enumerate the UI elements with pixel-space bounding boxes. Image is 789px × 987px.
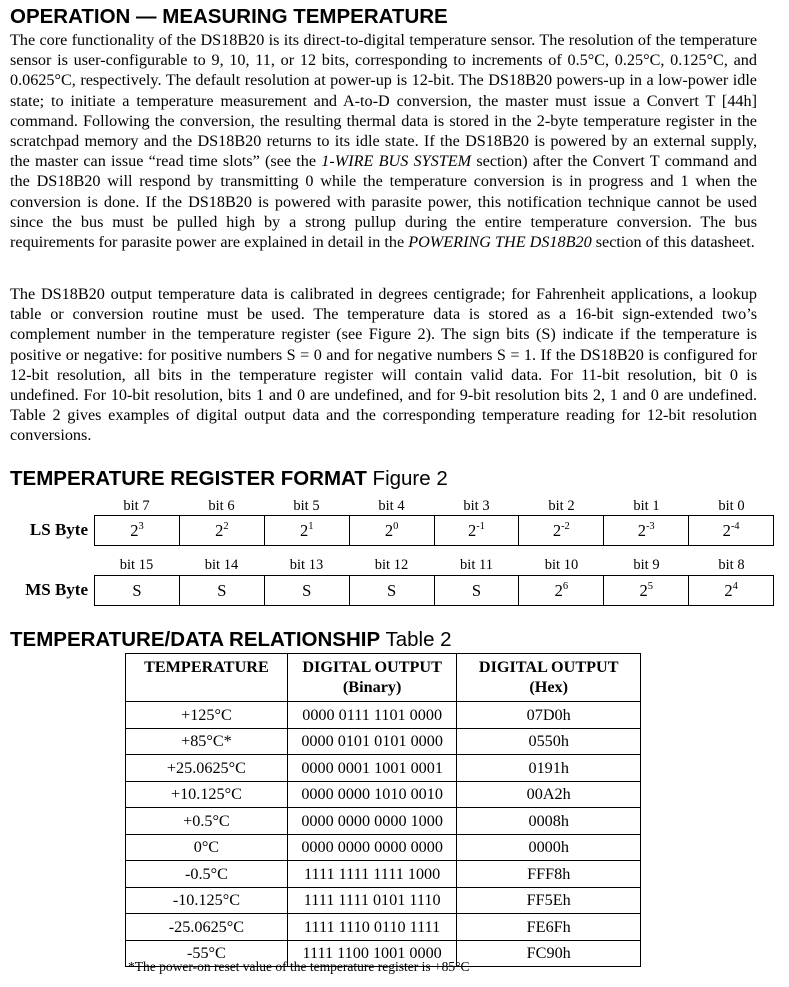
bit-label: bit 4 bbox=[378, 498, 405, 514]
heading-text: OPERATION — MEASURING TEMPERATURE bbox=[10, 5, 448, 28]
cell-hex: 07D0h bbox=[457, 702, 641, 729]
cell-binary: 1111 1111 0101 1110 bbox=[287, 887, 457, 914]
bit-label: bit 10 bbox=[544, 557, 579, 573]
bit-label: bit 12 bbox=[374, 557, 409, 573]
cell-temperature: -10.125°C bbox=[126, 887, 288, 914]
column-header-binary: DIGITAL OUTPUT (Binary) bbox=[287, 654, 457, 702]
bit-label: bit 6 bbox=[208, 498, 235, 514]
cell-temperature: -25.0625°C bbox=[126, 914, 288, 941]
cell-hex: FF5Eh bbox=[457, 887, 641, 914]
figure-number: Figure 2 bbox=[366, 467, 448, 490]
bit-cell: $2^{-4}$ bbox=[688, 516, 773, 545]
cell-hex: 0550h bbox=[457, 728, 641, 755]
bit-label: bit 5 bbox=[293, 498, 320, 514]
table-row bbox=[126, 887, 641, 914]
cell-binary: 0000 0000 0000 1000 bbox=[287, 808, 457, 835]
paragraph-text: The core functionality of the DS18B20 is its direct-to-digital temperature sensor. The resolution of the temperature sensor is user-configurable to 9, 10, 11, or 12 bits, corresponding to increments of 0.5°C, 0.25°C, 0.125°C, and 0.0625°C, respectively. The default resolution at power-up is 12-bit. The DS18B20 powers-up in a low-power idle state; to initiate a temperature measurement and A-to-D conversion, the master must issue a Convert T [44h] command. Following the conversion, the resulting thermal data is stored in the 2-byte temperature register in the scratchpad memory and the DS18B20 returns to its idle state. If the DS18B20 is powered by an external supply, the master can issue “read time slots” (see the bbox=[10, 31, 757, 171]
ms-byte-cells bbox=[94, 575, 774, 606]
cell-hex: FE6Fh bbox=[457, 914, 641, 941]
cell-temperature: +0.5°C bbox=[126, 808, 288, 835]
bit-cell: S bbox=[434, 576, 519, 605]
bit-cell: $2^4$ bbox=[688, 576, 773, 605]
cell-hex: FC90h bbox=[457, 940, 641, 967]
bit-label: bit 0 bbox=[718, 498, 745, 514]
bit-cell: S bbox=[264, 576, 349, 605]
paragraph-text: The DS18B20 output temperature data is calibrated in degrees centigrade; for Fahrenheit applications, a lookup table or conversion routine must be used. The temperature data is stored as a 16-bit sign-extended two’s complement number in the temperature register (see Figure 2). The sign bits (S) indicate if the temperature is positive or negative: for positive numbers S = 0 and for negative numbers S = 1. If the DS18B20 is configured for 12-bit resolution, all bits in the temperature register will contain valid data. For 11-bit resolution, bit 0 is undefined. For 10-bit resolution, bits 1 and 0 are undefined, and for 9-bit resolution bits 2, 1 and 0 are undefined. Table 2 gives examples of digital output data and the corresponding temperature reading for 12-bit resolution conversions. bbox=[10, 285, 757, 445]
cell-temperature: +85°C* bbox=[126, 728, 288, 755]
bit-label: bit 15 bbox=[119, 557, 154, 573]
ls-byte-label: LS Byte bbox=[29, 520, 88, 539]
cell-temperature: +25.0625°C bbox=[126, 755, 288, 782]
bit-label: bit 14 bbox=[204, 557, 239, 573]
bit-cell: S bbox=[132, 581, 142, 600]
bit-cell: $2^{-1}$ bbox=[434, 516, 519, 545]
cell-binary: 0000 0000 0000 0000 bbox=[287, 834, 457, 861]
paragraph-output-data bbox=[10, 284, 757, 446]
ls-byte-cells bbox=[94, 515, 774, 546]
paragraph-text: section) after the Convert T command and the DS18B20 will respond by transmitting 0 while the temperature conversion is in progress and 1 when the conversion is done. If the DS18B20 is powered with parasite power, this notification technique cannot be used since the bus must be pulled high by a strong pullup during the entire temperature conversion. The bus requirements for parasite power are explained in detail in the bbox=[10, 152, 758, 252]
table-row bbox=[126, 808, 641, 835]
table-row bbox=[126, 728, 641, 755]
bit-cell: $2^{-2}$ bbox=[518, 516, 603, 545]
column-header-hex: DIGITAL OUTPUT (Hex) bbox=[457, 654, 641, 702]
cell-binary: 0000 0101 0101 0000 bbox=[287, 728, 457, 755]
cell-temperature: -55°C bbox=[126, 940, 288, 967]
bit-label: bit 11 bbox=[460, 557, 493, 573]
cell-binary: 0000 0001 1001 0001 bbox=[287, 755, 457, 782]
cell-hex: 00A2h bbox=[457, 781, 641, 808]
ms-byte-label: MS Byte bbox=[25, 580, 88, 599]
cell-temperature: 0°C bbox=[126, 834, 288, 861]
section-reference-italic: POWERING THE DS18B20 bbox=[408, 233, 592, 252]
bit-label: bit 13 bbox=[289, 557, 324, 573]
paragraph-text: section of this datasheet. bbox=[591, 233, 755, 252]
cell-hex: 0000h bbox=[457, 834, 641, 861]
table-row bbox=[126, 702, 641, 729]
bit-cell: $2^5$ bbox=[603, 576, 688, 605]
table2-heading bbox=[10, 628, 452, 652]
table-row bbox=[126, 781, 641, 808]
bit-cell: $2^1$ bbox=[264, 516, 349, 545]
bit-label: bit 7 bbox=[123, 498, 150, 514]
section-heading-operation bbox=[10, 5, 448, 29]
temperature-data-table bbox=[125, 653, 641, 967]
cell-temperature: +125°C bbox=[126, 702, 288, 729]
bit-cell: S bbox=[179, 576, 264, 605]
bit-cell: $2^0$ bbox=[349, 516, 434, 545]
bit-label: bit 2 bbox=[548, 498, 575, 514]
cell-binary: 1111 1111 1111 1000 bbox=[287, 861, 457, 888]
ls-byte-bit-labels bbox=[94, 498, 774, 514]
cell-temperature: -0.5°C bbox=[126, 861, 288, 888]
cell-binary: 1111 1100 1001 0000 bbox=[287, 940, 457, 967]
table-row bbox=[126, 914, 641, 941]
table-number: Table 2 bbox=[380, 628, 452, 651]
bit-cell: $2^2$ bbox=[179, 516, 264, 545]
bit-label: bit 8 bbox=[718, 557, 745, 573]
table-title: TEMPERATURE/DATA RELATIONSHIP bbox=[10, 628, 381, 651]
paragraph-operation bbox=[10, 30, 757, 252]
cell-binary: 1111 1110 0110 1111 bbox=[287, 914, 457, 941]
cell-hex: FFF8h bbox=[457, 861, 641, 888]
table-header-row bbox=[126, 654, 641, 702]
section-reference-italic: 1-WIRE BUS SYSTEM bbox=[321, 152, 472, 171]
column-header-temperature: TEMPERATURE bbox=[126, 654, 288, 702]
bit-label: bit 9 bbox=[633, 557, 660, 573]
bit-label: bit 3 bbox=[463, 498, 490, 514]
bit-cell: $2^6$ bbox=[518, 576, 603, 605]
bit-cell: S bbox=[349, 576, 434, 605]
cell-hex: 0191h bbox=[457, 755, 641, 782]
cell-binary: 0000 0111 1101 0000 bbox=[287, 702, 457, 729]
figure-title: TEMPERATURE REGISTER FORMAT bbox=[10, 467, 367, 490]
table-row bbox=[126, 834, 641, 861]
table-row bbox=[126, 755, 641, 782]
ms-byte-bit-labels bbox=[94, 557, 774, 573]
bit-label: bit 1 bbox=[633, 498, 660, 514]
cell-temperature: +10.125°C bbox=[126, 781, 288, 808]
figure2-heading bbox=[10, 467, 448, 491]
bit-cell: $2^3$ bbox=[130, 521, 144, 540]
table-footnote: *The power-on reset value of the temperature register is +85°C bbox=[128, 959, 470, 974]
bit-cell: $2^{-3}$ bbox=[603, 516, 688, 545]
cell-hex: 0008h bbox=[457, 808, 641, 835]
table-row bbox=[126, 861, 641, 888]
cell-binary: 0000 0000 1010 0010 bbox=[287, 781, 457, 808]
